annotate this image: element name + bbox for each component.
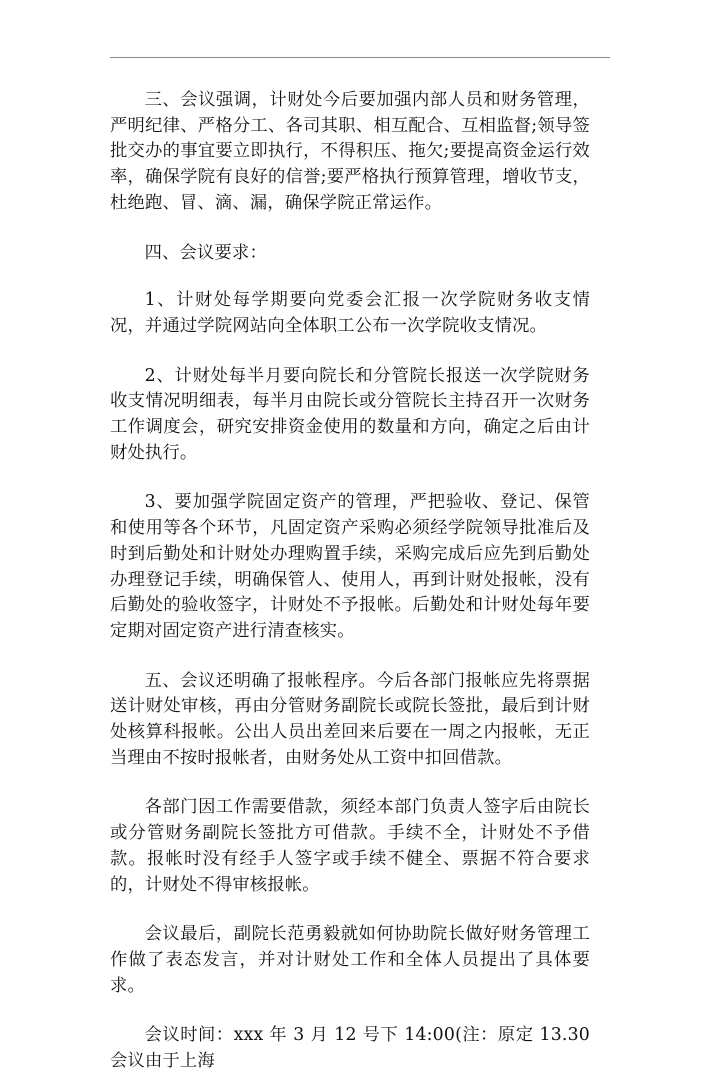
paragraph-requirement-3: 3、要加强学院固定资产的管理，严把验收、登记、保管和使用等各个环节，凡固定资产采购必须经学院领导批准后及时到后勤处和计财处办理购置手续，采购完成后应先到后勤处办理登记手续，明确保管人、使用人，再到计财处报帐，没有后勤处的验收签字，计财处不予报帐。后勤处和计财处每年要定期对固定资产进行清查核实。 (110, 492, 590, 641)
paragraph-closing-remarks: 会议最后，副院长范勇毅就如何协助院长做好财务管理工作做了表态发言，并对计财处工作和全体人员提出了具体要求。 (110, 924, 590, 996)
paragraph-section-five: 五、会议还明确了报帐程序。今后各部门报帐应先将票据送计财处审核，再由分管财务副院长或院长签批，最后到计财处核算科报帐。公出人员出差回来后要在一周之内报帐，无正当理由不按时报帐者，由财务处从工资中扣回借款。 (110, 670, 590, 768)
paragraph-section-four-heading: 四、会议要求： (144, 242, 267, 263)
paragraph-requirement-2: 2、计财处每半月要向院长和分管院长报送一次学院财务收支情况明细表，每半月由院长或分管院长主持召开一次财务工作调度会，研究安排资金使用的数量和方向，确定之后由计财处执行。 (110, 365, 590, 463)
header-divider (110, 57, 610, 58)
paragraph-requirement-1: 1、计财处每学期要向党委会汇报一次学院财务收支情况，并通过学院网站向全体职工公布一次学院收支情况。 (110, 290, 590, 336)
paragraph-meeting-time: 会议时间：xxx 年 3 月 12 号下 14:00(注：原定 13.30 会议由于上海 (110, 1025, 590, 1072)
document-body (110, 88, 590, 1075)
paragraph-borrowing-rules: 各部门因工作需要借款，须经本部门负责人签字后由院长或分管财务副院长签批方可借款。手续不全，计财处不予借款。报帐时没有经手人签字或手续不健全、票据不符合要求的，计财处不得审核报帐。 (110, 797, 590, 895)
paragraph-section-three: 三、会议强调，计财处今后要加强内部人员和财务管理，严明纪律、严格分工、各司其职、相互配合、互相监督;领导签批交办的事宜要立即执行，不得积压、拖欠;要提高资金运行效率，确保学院有良好的信誉;要严格执行预算管理，增收节支，杜绝跑、冒、滴、漏，确保学院正常运作。 (110, 90, 590, 213)
